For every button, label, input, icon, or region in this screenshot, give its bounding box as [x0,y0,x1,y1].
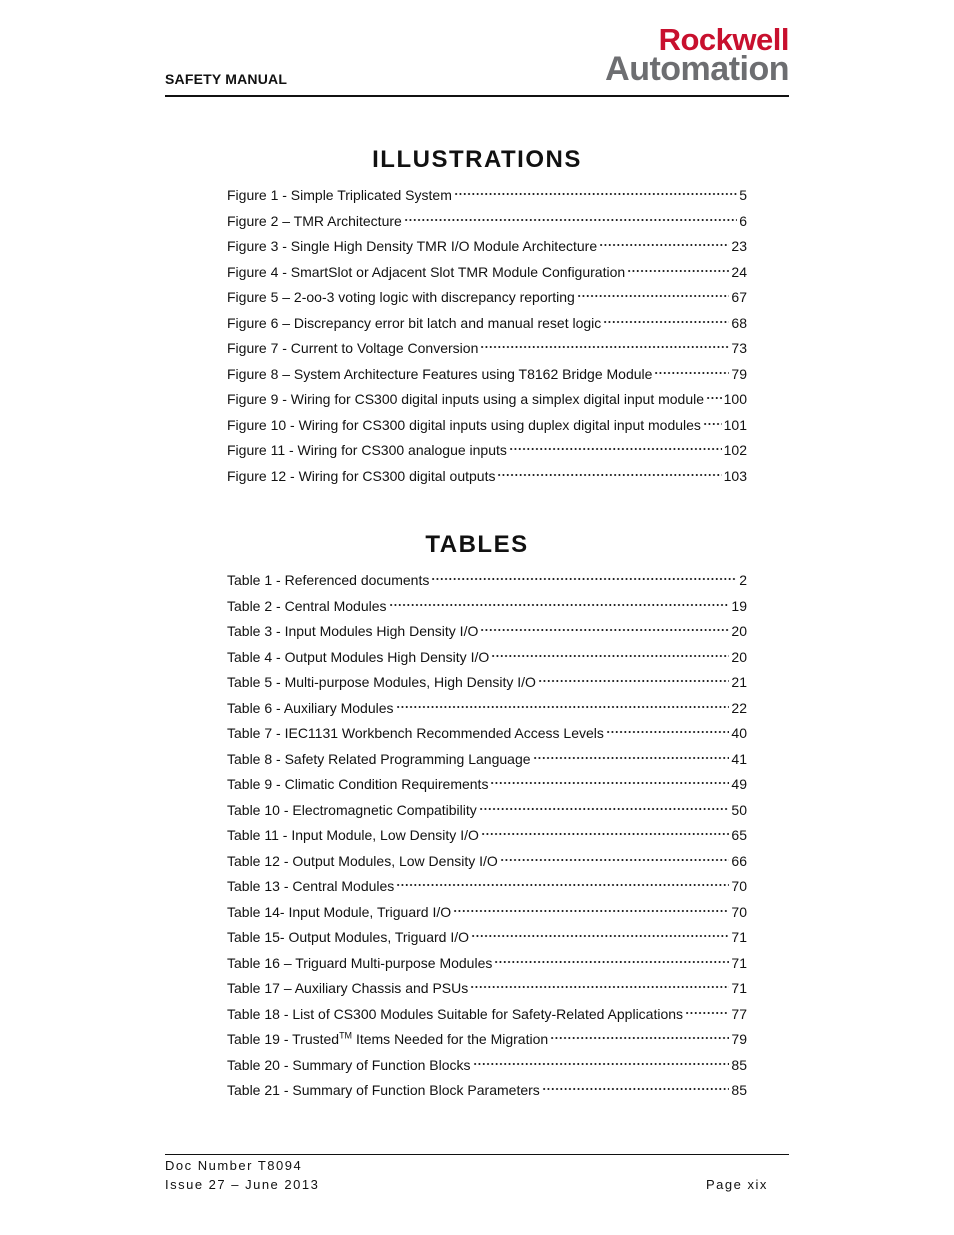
table-toc-entry-page-number: 65 [731,827,747,843]
table-toc-entry-label: Table 8 - Safety Related Programming Language [227,750,531,767]
dot-leader [473,1061,730,1067]
footer-page-number: Page xix [706,1177,768,1192]
dot-leader [577,293,730,299]
figure-toc-entry[interactable] [227,311,747,337]
dot-leader [538,678,730,684]
figure-toc-entry-label: Figure 1 - Simple Triplicated System [227,187,452,203]
table-toc-entry[interactable] [227,772,747,798]
table-toc-entry-page-number: 71 [731,954,747,971]
illustrations-list [227,183,747,489]
table-toc-entry-page-number: 79 [731,1031,747,1047]
figure-toc-entry[interactable] [227,183,747,209]
figure-toc-entry[interactable] [227,413,747,439]
dot-leader [542,1086,730,1092]
dot-leader [533,755,730,761]
dot-leader [550,1035,729,1041]
figure-toc-entry-page-number: 103 [723,467,747,484]
table-toc-entry-label: Table 1 - Referenced documents [227,572,430,588]
table-toc-entry-label: Table 15- Output Modules, Triguard I/O [227,929,470,945]
dot-leader [500,857,730,863]
table-toc-entry-page-number: 20 [731,648,747,665]
table-toc-entry[interactable] [227,1002,747,1028]
table-toc-entry-label: Table 16 – Triguard Multi-purpose Modules [227,954,493,971]
dot-leader [470,984,729,990]
figure-toc-entry[interactable] [227,336,747,362]
table-toc-entry-label: Table 18 - List of CS300 Modules Suitable for Safety-Related Applications [227,1005,684,1022]
figure-toc-entry-page-number: 5 [739,187,747,203]
dot-leader [471,933,729,939]
table-toc-entry-page-number: 40 [731,725,747,741]
table-toc-entry[interactable] [227,925,747,951]
table-toc-entry-page-number: 70 [731,903,747,920]
tables-list [227,568,747,1104]
dot-leader [404,217,737,223]
table-toc-entry-page-number: 85 [731,1056,747,1073]
table-toc-entry-label: Table 20 - Summary of Function Blocks [227,1056,471,1073]
table-toc-entry-label: Table 9 - Climatic Condition Requirements [227,776,489,792]
table-toc-entry-page-number: 66 [731,852,747,869]
figure-toc-entry-label: Figure 12 - Wiring for CS300 digital outputs [227,467,496,484]
table-toc-entry-page-number: 50 [731,801,747,818]
dot-leader [685,1010,729,1016]
table-toc-entry-label: Table 17 – Auxiliary Chassis and PSUs [227,980,469,996]
header-divider [165,95,789,97]
table-toc-entry-label: Table 4 - Output Modules High Density I/O [227,648,490,665]
table-toc-entry[interactable] [227,849,747,875]
dot-leader [703,421,722,427]
figure-toc-entry-page-number: 68 [731,314,747,331]
table-toc-entry[interactable] [227,594,747,620]
figure-toc-entry-label: Figure 6 – Discrepancy error bit latch and manual reset logic [227,314,602,331]
figure-toc-entry[interactable] [227,260,747,286]
table-toc-entry[interactable] [227,721,747,747]
table-toc-entry-page-number: 2 [739,572,747,588]
table-toc-entry-label: Table 5 - Multi-purpose Modules, High Density I/O [227,674,536,690]
table-toc-entry-page-number: 41 [731,750,747,767]
table-toc-entry-label: Table 3 - Input Modules High Density I/O [227,623,479,639]
table-toc-entry-label: Table 11 - Input Module, Low Density I/O [227,827,479,843]
figure-toc-entry-label: Figure 7 - Current to Voltage Conversion [227,340,479,356]
figure-toc-entry[interactable] [227,362,747,388]
table-toc-entry-page-number: 21 [731,674,747,690]
table-toc-entry-page-number: 71 [731,980,747,996]
table-toc-entry[interactable] [227,747,747,773]
dot-leader [479,806,730,812]
table-toc-entry[interactable] [227,976,747,1002]
dot-leader [431,576,737,582]
figure-toc-entry-label: Figure 5 – 2-oo-3 voting logic with discrepancy reporting [227,289,575,305]
figure-toc-entry-page-number: 67 [731,289,747,305]
table-toc-entry-label: Table 6 - Auxiliary Modules [227,699,394,716]
dot-leader [494,959,729,965]
figure-toc-entry[interactable] [227,234,747,260]
dot-leader [497,472,721,478]
table-toc-entry-label: Table 10 - Electromagnetic Compatibility [227,801,477,818]
figure-toc-entry[interactable] [227,387,747,413]
table-toc-entry[interactable] [227,874,747,900]
dot-leader [480,627,729,633]
figure-toc-entry[interactable] [227,438,747,464]
table-toc-entry-label: Table 13 - Central Modules [227,878,395,894]
table-toc-entry-label: Table 19 - Trusted™ Items Needed for the Migration [227,1030,549,1047]
logo-wordmark-automation: Automation [605,50,789,88]
figure-toc-entry[interactable] [227,464,747,490]
table-toc-entry-label: Table 14- Input Module, Triguard I/O [227,903,452,920]
table-toc-entry[interactable] [227,1078,747,1104]
dot-leader [654,370,729,376]
figure-toc-entry-page-number: 24 [731,263,747,280]
table-toc-entry-page-number: 70 [731,878,747,894]
logo-wordmark-rockwell: Rockwell [658,22,789,57]
footer-doc-number: Doc Number T8094 [165,1158,303,1173]
dot-leader [606,729,730,735]
table-toc-entry-label: Table 21 - Summary of Function Block Parameters [227,1082,540,1098]
dot-leader [627,268,729,274]
table-toc-entry-page-number: 85 [731,1082,747,1098]
table-toc-entry[interactable] [227,1027,747,1053]
figure-toc-entry-label: Figure 4 - SmartSlot or Adjacent Slot TMR Module Configuration [227,263,626,280]
table-toc-entry-label: Table 12 - Output Modules, Low Density I/O [227,852,498,869]
table-toc-entry-page-number: 77 [731,1005,747,1022]
dot-leader [396,704,730,710]
figure-toc-entry-page-number: 23 [731,238,747,254]
table-toc-entry[interactable] [227,900,747,926]
table-toc-entry[interactable] [227,619,747,645]
dot-leader [491,653,729,659]
dot-leader [481,831,730,837]
dot-leader [599,242,729,248]
table-toc-entry[interactable] [227,696,747,722]
dot-leader [453,908,729,914]
table-toc-entry-page-number: 20 [731,623,747,639]
figure-toc-entry-label: Figure 8 – System Architecture Features using T8162 Bridge Module [227,365,653,382]
table-toc-entry-page-number: 19 [731,597,747,614]
tables-heading: TABLES [425,531,529,558]
table-toc-entry[interactable] [227,798,747,824]
table-toc-entry[interactable] [227,670,747,696]
figure-toc-entry-label: Figure 3 - Single High Density TMR I/O Module Architecture [227,238,598,254]
figure-toc-entry-page-number: 102 [723,442,747,458]
dot-leader [389,602,730,608]
figure-toc-entry-label: Figure 2 – TMR Architecture [227,212,402,229]
table-toc-entry[interactable] [227,568,747,594]
rockwell-automation-logo [553,24,789,88]
figure-toc-entry-label: Figure 9 - Wiring for CS300 digital inputs using a simplex digital input module [227,391,705,407]
dot-leader [480,344,729,350]
dot-leader [396,882,729,888]
table-toc-entry-label: Table 7 - IEC1131 Workbench Recommended Access Levels [227,725,604,741]
table-toc-entry[interactable] [227,823,747,849]
dot-leader [509,446,722,452]
table-toc-entry-label: Table 2 - Central Modules [227,597,387,614]
footer-issue: Issue 27 – June 2013 [165,1177,320,1192]
dot-leader [603,319,729,325]
trademark-superscript: TM [339,1030,353,1041]
figure-toc-entry-page-number: 101 [723,416,747,433]
figure-toc-entry-label: Figure 10 - Wiring for CS300 digital inputs using duplex digital input modules [227,416,701,433]
footer-divider [165,1154,789,1155]
table-toc-entry[interactable] [227,1053,747,1079]
figure-toc-entry-page-number: 100 [723,391,747,407]
figure-toc-entry-label: Figure 11 - Wiring for CS300 analogue inputs [227,442,507,458]
illustrations-heading: ILLUSTRATIONS [372,146,582,173]
document-header-title: SAFETY MANUAL [165,71,288,87]
table-toc-entry-page-number: 71 [731,929,747,945]
figure-toc-entry-page-number: 79 [731,365,747,382]
figure-toc-entry-page-number: 73 [731,340,747,356]
figure-toc-entry-page-number: 6 [739,212,747,229]
table-toc-entry-page-number: 22 [731,699,747,716]
dot-leader [490,780,729,786]
figure-toc-entry[interactable] [227,209,747,235]
table-toc-entry-page-number: 49 [731,776,747,792]
figure-toc-entry[interactable] [227,285,747,311]
table-toc-entry[interactable] [227,951,747,977]
table-toc-entry[interactable] [227,645,747,671]
dot-leader [454,191,737,197]
dot-leader [706,395,722,401]
